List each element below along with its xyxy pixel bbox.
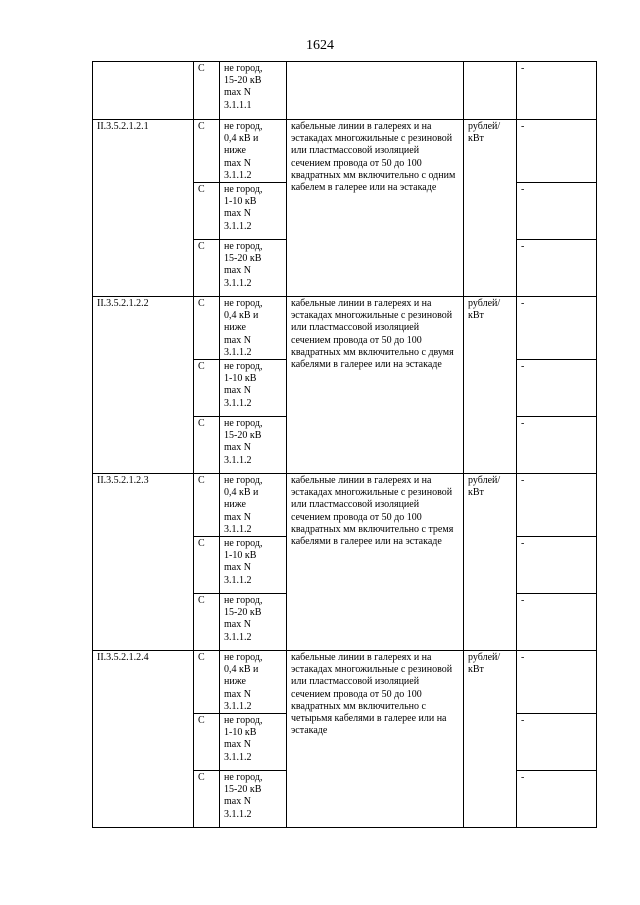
condition-line: max N — [224, 334, 251, 346]
code-cell: II.3.5.2.1.2.2 — [93, 297, 194, 474]
condition-line: max N — [224, 511, 251, 523]
description-cell: кабельные линии в галереях и на эстакадах многожильные с резиновой или пластмассовой изоляцией сечением провода от 50 до 100 квадратных мм включительно с четырьмя кабелями в галерее или на эстакаде — [287, 651, 464, 828]
category-cell: С — [194, 714, 220, 771]
category-cell: С — [194, 297, 220, 360]
condition-line: 0,4 кВ и — [224, 133, 259, 145]
unit-cell: рублей/ кВт — [464, 297, 517, 474]
condition-line: 3.1.1.2 — [224, 808, 252, 820]
condition-line: max N — [224, 796, 251, 808]
condition-cell — [220, 594, 287, 651]
condition-line: 3.1.1.2 — [224, 751, 252, 763]
table-row — [93, 120, 597, 183]
value-cell: - — [517, 417, 597, 474]
condition-line: max N — [224, 562, 251, 574]
condition-line: не город, — [224, 184, 263, 196]
condition-line: 15-20 кВ — [224, 784, 262, 796]
category-cell: С — [194, 240, 220, 297]
condition-line: max N — [224, 157, 251, 169]
value-cell: - — [517, 297, 597, 360]
value-cell: - — [517, 537, 597, 594]
condition-line: не город, — [224, 241, 263, 253]
condition-cell — [220, 240, 287, 297]
condition-line: 3.1.1.2 — [224, 631, 252, 643]
page-number: 1624 — [306, 38, 334, 53]
condition-line: 15-20 кВ — [224, 430, 262, 442]
value-cell: - — [517, 62, 597, 120]
unit-cell: рублей/ кВт — [464, 474, 517, 651]
condition-line: не город, — [224, 652, 263, 664]
value-cell: - — [517, 651, 597, 714]
condition-cell — [220, 651, 287, 714]
category-cell: С — [194, 360, 220, 417]
description-cell: кабельные линии в галереях и на эстакадах многожильные с резиновой или пластмассовой изоляцией сечением провода от 50 до 100 квадратных мм включительно с одним кабелем в галерее или на эстакаде — [287, 120, 464, 297]
condition-line: 3.1.1.2 — [224, 277, 252, 289]
condition-cell — [220, 120, 287, 183]
value-cell: - — [517, 594, 597, 651]
condition-line: не город, — [224, 538, 263, 550]
condition-cell — [220, 771, 287, 828]
condition-line: 0,4 кВ и — [224, 664, 259, 676]
value-cell: - — [517, 183, 597, 240]
condition-line: 0,4 кВ и — [224, 487, 259, 499]
value-cell: - — [517, 360, 597, 417]
condition-cell — [220, 537, 287, 594]
category-cell: С — [194, 771, 220, 828]
condition-cell — [220, 297, 287, 360]
condition-line: 3.1.1.2 — [224, 574, 252, 586]
condition-line: не город, — [224, 63, 263, 74]
condition-line: 3.1.1.2 — [224, 169, 252, 181]
condition-line: 3.1.1.2 — [224, 397, 252, 409]
category-cell: С — [194, 651, 220, 714]
condition-line: не город, — [224, 298, 263, 310]
code-cell — [93, 62, 194, 120]
table-row — [93, 297, 597, 360]
condition-line: 1-10 кВ — [224, 727, 257, 739]
table-row — [93, 62, 597, 120]
condition-cell — [220, 474, 287, 537]
condition-line: не город, — [224, 595, 263, 607]
condition-line: 15-20 кВ — [224, 75, 262, 87]
category-cell: С — [194, 120, 220, 183]
condition-line: ниже — [224, 145, 246, 157]
value-cell: - — [517, 474, 597, 537]
condition-line: max N — [224, 688, 251, 700]
condition-cell — [220, 360, 287, 417]
tariff-table-body — [93, 62, 597, 828]
unit-cell: рублей/ кВт — [464, 120, 517, 297]
description-cell — [287, 62, 464, 120]
condition-line: 0,4 кВ и — [224, 310, 259, 322]
description-cell: кабельные линии в галереях и на эстакадах многожильные с резиновой или пластмассовой изоляцией сечением провода от 50 до 100 квадратных мм включительно с двумя кабелями в галерее или на эстакаде — [287, 297, 464, 474]
condition-line: не город, — [224, 475, 263, 487]
condition-cell — [220, 714, 287, 771]
condition-line: max N — [224, 442, 251, 454]
condition-line: 1-10 кВ — [224, 196, 257, 208]
category-cell: С — [194, 417, 220, 474]
category-cell: С — [194, 474, 220, 537]
condition-line: ниже — [224, 676, 246, 688]
category-cell: С — [194, 183, 220, 240]
condition-line: не город, — [224, 418, 263, 430]
description-cell: кабельные линии в галереях и на эстакадах многожильные с резиновой или пластмассовой изоляцией сечением провода от 50 до 100 квадратных мм включительно с тремя кабелями в галерее или на эстакаде — [287, 474, 464, 651]
condition-line: 3.1.1.1 — [224, 99, 252, 111]
condition-line: max N — [224, 265, 251, 277]
condition-line: не город, — [224, 772, 263, 784]
condition-line: ниже — [224, 499, 246, 511]
condition-line: не город, — [224, 361, 263, 373]
condition-line: max N — [224, 739, 251, 751]
condition-line: max N — [224, 208, 251, 220]
condition-cell — [220, 417, 287, 474]
category-cell: С — [194, 62, 220, 120]
table-row — [93, 651, 597, 714]
condition-line: не город, — [224, 715, 263, 727]
condition-line: 3.1.1.2 — [224, 523, 252, 535]
value-cell: - — [517, 714, 597, 771]
table-row — [93, 474, 597, 537]
condition-line: 3.1.1.2 — [224, 700, 252, 712]
condition-line: 3.1.1.2 — [224, 454, 252, 466]
code-cell: II.3.5.2.1.2.3 — [93, 474, 194, 651]
category-cell: С — [194, 537, 220, 594]
condition-line: max N — [224, 619, 251, 631]
condition-line: max N — [224, 87, 251, 99]
condition-line: 15-20 кВ — [224, 607, 262, 619]
value-cell: - — [517, 120, 597, 183]
unit-cell: рублей/ кВт — [464, 651, 517, 828]
condition-line: max N — [224, 385, 251, 397]
condition-line: 3.1.1.2 — [224, 346, 252, 358]
condition-line: 1-10 кВ — [224, 373, 257, 385]
unit-cell — [464, 62, 517, 120]
condition-line: не город, — [224, 121, 263, 132]
value-cell: - — [517, 771, 597, 828]
code-cell: II.3.5.2.1.2.1 — [93, 120, 194, 297]
condition-line: 1-10 кВ — [224, 550, 257, 562]
code-cell: II.3.5.2.1.2.4 — [93, 651, 194, 828]
condition-line: ниже — [224, 322, 246, 334]
condition-line: 3.1.1.2 — [224, 220, 252, 232]
tariff-table — [92, 61, 597, 828]
condition-cell — [220, 183, 287, 240]
condition-cell — [220, 62, 287, 120]
category-cell: С — [194, 594, 220, 651]
condition-line: 15-20 кВ — [224, 253, 262, 265]
value-cell: - — [517, 240, 597, 297]
